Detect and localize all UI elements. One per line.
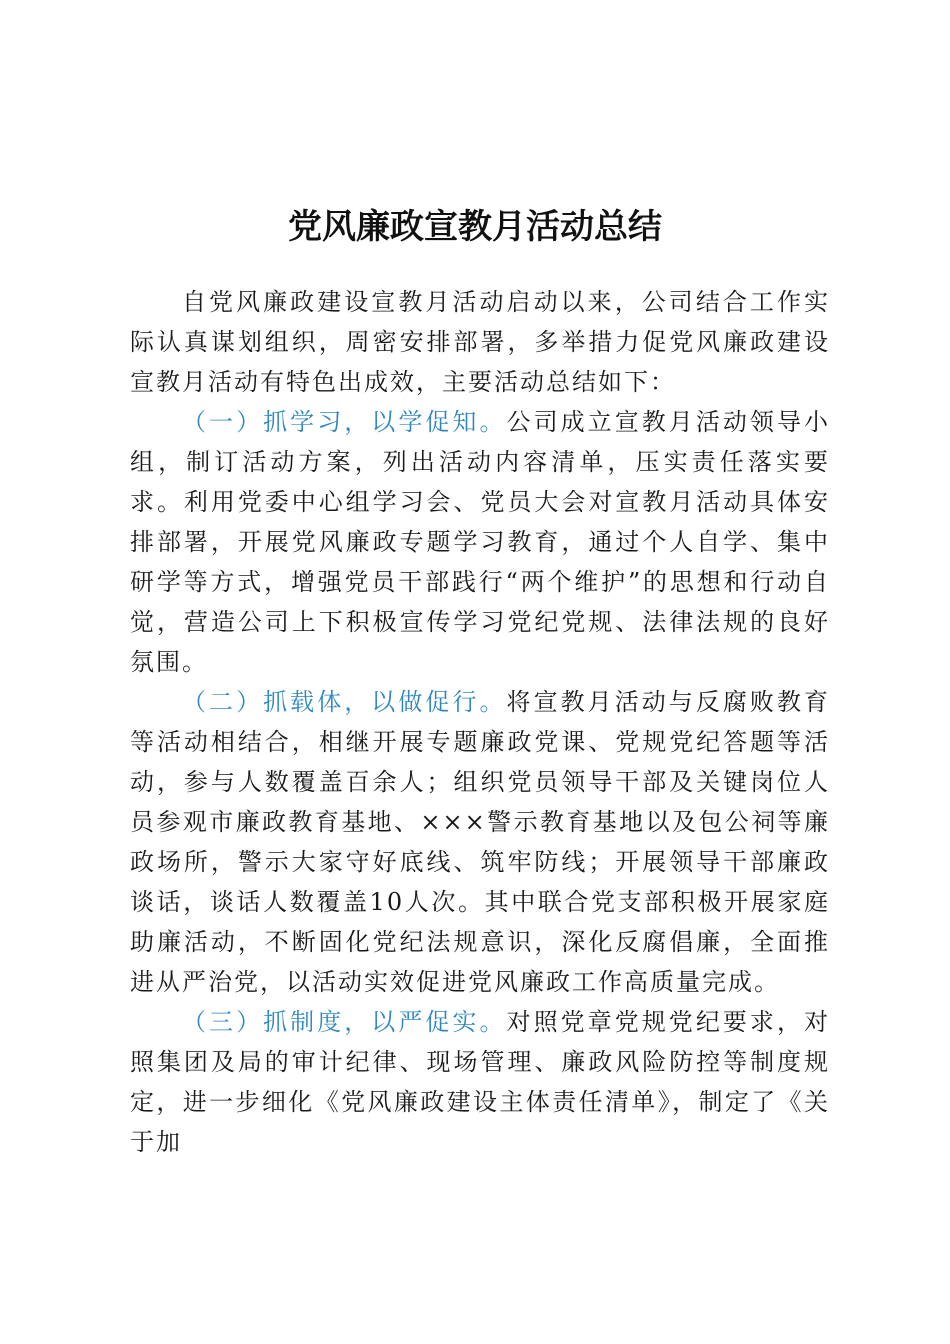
document-title: 党风廉政宣教月活动总结: [288, 207, 662, 247]
section-text-1: 公司成立宣教月活动领导小组，制订活动方案，列出活动内容清单，压实责任落实要求。利用党委中心组学习会、党员大会对宣教月活动具体安排部署，开展党风廉政专题学习教育，通过个人自学、集中研学等方式，增强党员干部践行“两个维护”的思想和行动自觉，营造公司上下积极宣传学习党纪党规、法律法规的良好氛围。: [130, 408, 831, 676]
section-heading-2: （二）抓载体，以做促行。: [182, 688, 507, 716]
section-text-2: 将宣教月活动与反腐败教育等活动相结合，相继开展专题廉政党课、党规党纪答题等活动，参与人数覆盖百余人；组织党员领导干部及关键岗位人员参观市廉政教育基地、×××警示教育基地以及包公祠等廉政场所，警示大家守好底线、筑牢防线；开展领导干部廉政谈话，谈话人数覆盖10人次。其中联合党支部积极开展家庭助廉活动，不断固化党纪法规意识，深化反腐倡廉，全面推进从严治党，以活动实效促进党风廉政工作高质量完成。: [130, 688, 831, 996]
section-paragraph-2: [130, 682, 830, 1002]
intro-text: 自党风廉政建设宣教月活动启动以来，公司结合工作实际认真谋划组织，周密安排部署，多举措力促党风廉政建设宣教月活动有特色出成效，主要活动总结如下：: [130, 288, 830, 396]
section-paragraph-1: [130, 402, 830, 682]
section-paragraph-3: [130, 1002, 830, 1162]
section-heading-3: （三）抓制度，以严促实。: [182, 1008, 507, 1036]
intro-paragraph: [130, 282, 830, 402]
document-body: [130, 282, 830, 1162]
section-text-3: 对照党章党规党纪要求，对照集团及局的审计纪律、现场管理、廉政风险防控等制度规定，进一步细化《党风廉政建设主体责任清单》，制定了《关于加: [130, 1008, 831, 1156]
section-heading-1: （一）抓学习，以学促知。: [182, 408, 507, 436]
